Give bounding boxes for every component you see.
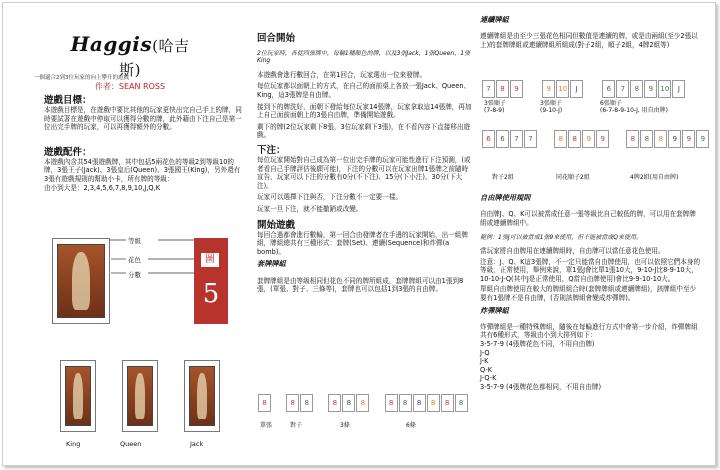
round-heading: 回合開始 [257, 33, 296, 44]
card-number: 5 [202, 279, 220, 309]
bomb-item: J-K [480, 357, 489, 366]
author-line: 作者：SEAN ROSS [94, 82, 166, 91]
goal-text: 本遊戲目標是，在遊戲中要比其他的玩家更快出完自己手上的牌，同時要試著在遊戲中停取可以獲得分數的牌，此外藉由下注自己是第一位出完手牌的玩家，可以再獲得額外的分數。 [44, 106, 242, 132]
set-label-pair: 對子 [290, 422, 303, 429]
label-rank: 等級 [128, 237, 141, 245]
round-p1: 本遊戲會進行數回合，在第1回合，玩家選出一位來發牌。 [257, 70, 427, 79]
column-right-lower [480, 186, 702, 391]
seq-heading: 連續牌組 [480, 15, 509, 25]
game-title: Haggis(哈吉斯) [70, 32, 190, 79]
example-card: 8 [413, 394, 426, 412]
parts-text: 本遊戲內含共54張遊戲牌，其中包括5兩花色的等級2到等級10的牌，3張王子(Jack)、3張皇后(Queen)、3張國王(King)，另外還有3張有遊戲規則的幫助小卡，所有牌的等級： [44, 157, 241, 183]
tagline: 一個適合2到3位玩家的向上攀升的遊戲 [34, 75, 129, 81]
example-card: 7 [510, 130, 523, 148]
set-label-six: 6條 [406, 422, 416, 429]
label-suit: 花色 [128, 256, 141, 264]
example-card: 10 [556, 80, 569, 98]
wild-p2: 當玩家將自由牌用在連續牌組時，自由牌可以當任意花色使用。 [480, 246, 665, 255]
bomb-item: Q-K [480, 365, 493, 374]
bomb-item: 3-5-7-9 (4張牌花色不同，不用自由牌) [480, 339, 595, 348]
bomb-item: J-Q [480, 348, 490, 357]
example-card: 9 [582, 130, 595, 148]
example-card: 8 [300, 394, 313, 412]
bomb-item: 3-5-7-9 (4張牌花色都相同，不用自由牌) [480, 382, 602, 391]
jack-card [184, 360, 220, 432]
bomb-item: J-Q-K [480, 374, 497, 383]
wild-heading: 自由牌使用規則 [480, 193, 531, 203]
bomb-heading: 炸彈牌組 [480, 305, 509, 315]
parts-heading: 遊戲配件： [44, 146, 92, 158]
bet-p2: 玩家可以選擇下注與否，下注分數不一定要一樣。 [257, 193, 403, 202]
set-heading: 套牌牌組 [257, 259, 286, 269]
example-card: 8 [640, 130, 653, 148]
seq-examples-row2 [482, 126, 710, 148]
card-symbol: 圖 [201, 253, 219, 267]
example-card: 8 [554, 130, 567, 148]
example-card: 7 [482, 80, 495, 98]
queen-label: Queen [120, 440, 142, 448]
example-card: 7 [524, 130, 537, 148]
example-card: 9 [644, 80, 657, 98]
example-card: 10 [658, 80, 671, 98]
king-label: King [66, 440, 81, 448]
start-heading: 開始遊戲 [257, 219, 296, 231]
example-card: 9 [510, 80, 523, 98]
round-p3: 接到下的牌洗好，面朝下發給每位玩家14張牌，玩家拿取這14張牌，再加上自己面前面朝上的3張自由牌，準備開始遊戲。 [257, 102, 472, 120]
example-card: 8 [399, 394, 412, 412]
column-right [480, 8, 702, 50]
wild-example: 範例：1張J可以被當成1張9來使用，但不能被當成Q來使用。 [480, 233, 642, 241]
set-p1: 套牌牌組是由等級相同但花色不同的牌所組成，套牌牌組可以由1張到8張，(單張、對子、三條等)，套牌也可以包括1到3張的自由牌。 [257, 276, 464, 294]
bet-heading: 下注： [257, 144, 286, 156]
seq-label-6: 4牌2組(用自由牌) [630, 174, 679, 181]
queen-card [122, 360, 158, 432]
example-card: 8 [258, 394, 271, 412]
round-note: 2位玩家時，各從四張牌中，每輪1種顏色的牌，以及3張Jack，1張Queen，1張King [257, 50, 471, 65]
diagram-arrows [106, 238, 206, 278]
seq-p1: 連續牌組是由至少三張花色相同但數值是連續的牌，或是由兩組(至少2張以上)的套牌牌組或連續牌組所組成(對子2組，順子2組，4牌2組等) [480, 32, 698, 49]
set-label-three: 3條 [340, 422, 350, 429]
set-label-single: 單張 [260, 422, 273, 429]
example-card: 8 [441, 394, 454, 412]
bomb-p1: 炸彈牌組是一種特殊牌組，隨後在每輪進行方式中會第一步介紹，炸彈牌組共有6種形式，等級由小到大排列如下： [480, 322, 698, 340]
seq-label-2: 3張順子 (9-10-J) [540, 100, 563, 114]
jack-label: Jack [190, 440, 204, 448]
example-card: J [570, 80, 583, 98]
example-card: 8 [356, 394, 369, 412]
seq-examples-row1 [482, 76, 686, 98]
example-card: 8 [286, 394, 299, 412]
example-card: 6 [602, 80, 615, 98]
seq-label-4: 對子2組 [492, 174, 514, 181]
example-card: 9 [696, 130, 709, 148]
seq-label-5: 同花順子2組 [556, 174, 590, 181]
example-card: 8 [455, 394, 468, 412]
example-card: 8 [568, 130, 581, 148]
example-card: 8 [427, 394, 440, 412]
label-points: 分數 [128, 271, 141, 279]
example-card: 8 [342, 394, 355, 412]
seq-label-1: 3張順子 (7-8-9) [484, 100, 506, 114]
column-middle [257, 30, 473, 294]
example-card: 9 [542, 80, 555, 98]
example-card: 8 [626, 130, 639, 148]
column-left [44, 92, 242, 192]
king-card [60, 360, 96, 432]
example-card: 8 [654, 130, 667, 148]
example-card: 9 [668, 130, 681, 148]
bet-p3: 玩家一旦下注，就不能撤銷或改變。 [257, 204, 363, 213]
seq-label-3: 6張順子 (6-7-8-9-10-J, 用自由牌) [600, 100, 668, 114]
bet-p1: 每位玩家開始對自己成為第一位出完手牌的玩家可能性進行下注預測，(或者看自己手牌評估後願可能)，下注的分數可以在玩家出牌1張牌之前隨時宣告，玩家可以下注的分數有0分(不下注)、15分(下小注)、30分(下大注)。 [257, 155, 471, 190]
bomb-list [480, 340, 702, 392]
title-block [60, 32, 200, 92]
set-examples [258, 390, 469, 412]
wild-p3: 注意：J、Q、K這3張牌，不一定只能當自由牌使用，也可以依照它們本身的等級，正常使用，舉例來說，單1張J會比單1張10大，9-10-J比8-9-10大，10-10-J-Q(其中J是正常使用，Q當自由牌使用)會比9-9-10-10大。 [480, 257, 701, 283]
wild-p4: 單組自由牌使用在較大的牌組組合時(套牌牌組或連續牌組)，該牌組中至少要有1張牌不是自由牌，(否則該牌組會變成炸彈牌)。 [480, 285, 697, 302]
example-card: 8 [630, 80, 643, 98]
example-card: J [672, 80, 685, 98]
parts-order: 由小到大是：2,3,4,5,6,7,8,9,10,J,Q,K [44, 183, 161, 192]
example-card: 6 [482, 130, 495, 148]
card-example-back [52, 238, 110, 324]
round-p4: 剩下的牌(2位玩家剩下8張，3位玩家剩下3張)，在不看內容下直接移出遊戲。 [257, 122, 471, 140]
example-card: 9 [596, 130, 609, 148]
example-card: 9 [682, 130, 695, 148]
example-card: 8 [328, 394, 341, 412]
example-card: 6 [496, 130, 509, 148]
example-card: 7 [616, 80, 629, 98]
start-p1: 每回合過都會進行數輪，第一回合由發牌者在手邊的玩家開始，出一組牌組，牌組總共有三種形式：套牌(Set)、連續(Sequence)和炸彈(a bomb)。 [257, 230, 468, 256]
example-card: 8 [385, 394, 398, 412]
card-example-front [194, 238, 228, 324]
goal-heading: 遊戲目標： [44, 95, 92, 106]
wild-p1: 自由牌J、Q、K可以被當成任意一張等級比自己較低的牌，可以用在套牌牌組或連續牌組中。 [480, 210, 696, 227]
round-p2: 每位玩家都以面朝上的方式，在自己的面前桌上各放一張Jack、Queen、King，這3張牌是自由牌。 [257, 82, 471, 99]
example-card: 8 [496, 80, 509, 98]
